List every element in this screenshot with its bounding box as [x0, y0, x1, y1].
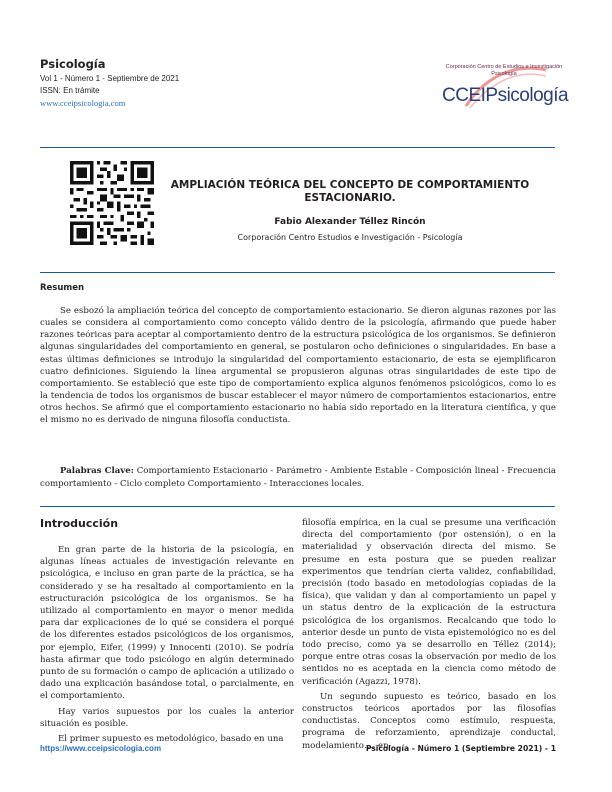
abstract-divider: [40, 506, 555, 507]
article-title: AMPLIACIÓN TEÓRICA DEL CONCEPTO DE COMPORTAMIENTO ESTACIONARIO.: [170, 179, 530, 204]
footer-page-info: Psicología - Número 1 (Septiembre 2021) - 1: [365, 744, 556, 753]
qr-code-icon: [70, 161, 154, 245]
paragraph: Un segundo supuesto es teórico, basado en los constructos teóricos aportados por las filosofías conductistas. Conceptos como estímulo, respuesta, programa de reforzamiento, aprendizaje conductal, modelamiento…, en-: [302, 691, 556, 751]
keywords-paragraph: [40, 465, 556, 491]
header-divider: [40, 147, 555, 148]
article-author: Fabio Alexander Téllez Rincón: [274, 217, 426, 227]
logo-org-subline: Psicología: [491, 71, 517, 77]
abstract-heading: Resumen: [40, 283, 85, 293]
keywords-list: Comportamiento Estacionario - Parámetro - Ambiente Estable - Composición lineal - Frecuencia comportamiento - Ciclo completo Comportamiento - Interacciones locales.: [40, 466, 557, 489]
journal-name: Psicología: [40, 57, 106, 71]
keywords-label: Palabras Clave:: [60, 466, 134, 476]
paragraph: filosofía empírica, en la cual se presume una verificación directa del comportamiento (por ostensión), o en la materialidad y observación directa del mismo. Se presume en esta postura que se pueden realizar experimentos que tendrían cierta validez, confiabilidad, precisión (todo basado en metodologías copiadas de la física), que validan y dan al comportamiento un papel y un status dentro de la explicación de la estructura psicológica de los organismos. Recalcando que todo lo anterior desde un punto de vista epistemológico no es del todo preciso, como ya se desarrollo en Téllez (2014); porque entre otras cosas la observación por medio de los sentidos no es aceptada en la ciencia como método de verificación (Agazzi, 1978).: [302, 518, 556, 687]
cceipsicologia-logo: [440, 62, 568, 114]
abstract-text: Se esbozó la ampliación teórica del concepto de comportamiento estacionario. Se dieron algunas razones por las cuales se considera al comportamiento como concepto válido dentro de la psicología, afirmando que puede haber razones teóricas para aceptar al comportamiento dentro de la estructura psicológica de los organismos. Se definieron algunas singularidades del comportamiento en general, se postularon ocho definiciones o singularidades. En base a estas últimas definiciones se introdujo la singularidad del comportamiento estacionario, de esta se ejemplificaron cuatro definiciones. Siguiendo la línea argumental se propusieron algunas otras singularidades de este tipo de comportamiento. Se estableció que este tipo de comportamiento explica algunos fenómenos psicológicos, como lo es la tendencia de todos los organismos de buscar establecer el mayor número de comportamientos estacionarios, entre otros hechos. Se afirmó que el comportamiento estacionario no había sido reportado en la literatura científica, y que el mismo no es derivado de ninguna filosofía conductista.: [40, 306, 556, 426]
section-heading-introduccion: Introducción: [40, 517, 119, 530]
paragraph: El primer supuesto es metodológico, basado en una: [58, 734, 284, 745]
issn-info: ISSN: En trámite: [40, 86, 100, 95]
footer-url-link[interactable]: https://www.cceipsicologia.com: [40, 744, 162, 753]
paragraph: Hay varios supuestos por los cuales la anterior situación es posible.: [40, 706, 294, 729]
journal-url-link[interactable]: www.cceipsicologia.com: [40, 98, 126, 108]
title-divider: [40, 272, 555, 273]
paragraph: En gran parte de la historia de la psicología, en algunas líneas actuales de investigación relevante en psicológica, e incluso en gran parte de la práctica, se ha considerado y se ha resaltado al comportamiento en la estructuración psicológica de los organismos. Se ha utilizado al comportamiento en mayor o menor medida para dar explicaciones de lo qué se considera el porqué de los diferentes estados psicológicos de los organismos, por ejemplo, Eifer, (1999) y Innocenti (2010). Se podría hasta afirmar que todo psicólogo en algún determinado punto de su formación o campo de aplicación a utilizado o dado una explicación basándose total, o parcialmente, en el comportamiento.: [40, 545, 294, 702]
logo-org-line: Corporación Centro de Estudios e Investigación: [445, 64, 563, 70]
body-column-right: [302, 517, 556, 752]
author-affiliation: Corporación Centro Estudios e Investigación - Psicología: [237, 233, 463, 242]
volume-info: Vol 1 - Número 1 - Septiembre de 2021: [40, 74, 180, 83]
logo-wordmark: CCEIPsicología: [442, 85, 569, 106]
body-column-left: [40, 544, 294, 745]
